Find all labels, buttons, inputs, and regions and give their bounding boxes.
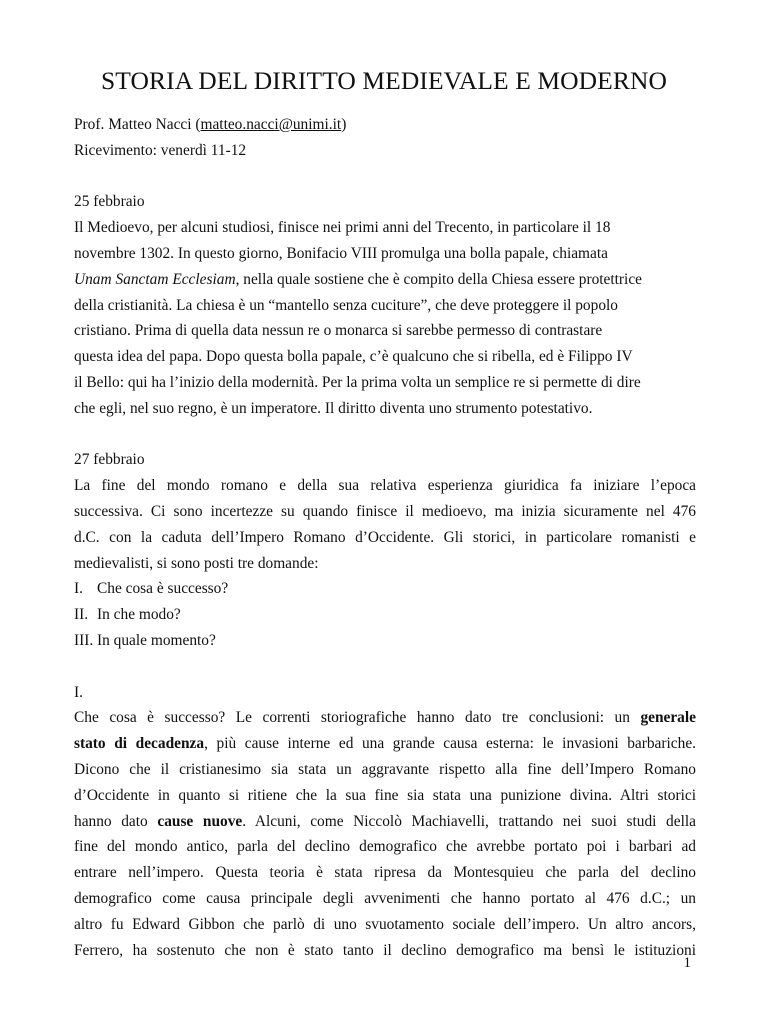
question-text: In quale momento? bbox=[97, 631, 216, 649]
paragraph-line: d.C. con la caduta dell’Impero Romano d’Occidente. Gli storici, in particolare romanisti e bbox=[74, 528, 696, 546]
question-item bbox=[74, 576, 696, 602]
professor-suffix: ) bbox=[341, 116, 347, 133]
question-item bbox=[74, 628, 696, 654]
paragraph-text: , più cause interne ed una grande causa esterna: le invasioni barbariche. bbox=[204, 735, 696, 753]
paragraph-text: . Alcuni, come Niccolò Machiavelli, trattando nei suoi studi della bbox=[242, 812, 696, 830]
paragraph-line: demografico come causa principale degli avvenimenti che hanno portato al 476 d.C.; un bbox=[74, 889, 696, 907]
question-number: I. bbox=[74, 580, 83, 598]
bold-term: stato di decadenza bbox=[74, 735, 205, 753]
professor-email-link[interactable]: matteo.nacci@unimi.it bbox=[200, 116, 342, 133]
professor-name: Prof. Matteo Nacci ( bbox=[74, 116, 201, 133]
page-number: 1 bbox=[683, 955, 691, 971]
spacer bbox=[74, 422, 696, 448]
paragraph-line: entrare nell’impero. Questa teoria è stata ripresa da Montesquieu che parla del declino bbox=[74, 864, 696, 882]
paragraph-line: che egli, nel suo regno, è un imperatore. Il diritto diventa uno strumento potestativo. bbox=[74, 399, 593, 417]
paragraph-line: altro fu Edward Gibbon che parlò di uno svuotamento sociale dell’impero. Un altro ancors, bbox=[74, 915, 696, 933]
spacer bbox=[74, 654, 696, 680]
professor-line bbox=[74, 112, 696, 138]
paragraph-text: , nella quale sostiene che è compito della Chiesa essere protettrice bbox=[235, 270, 642, 288]
section-date-25-febbraio: 25 febbraio bbox=[74, 193, 145, 211]
paragraph-line: Il Medioevo, per alcuni studiosi, finisce nei primi anni del Trecento, in particolare il 18 bbox=[74, 219, 611, 237]
paragraph-line bbox=[74, 731, 696, 757]
question-text: Che cosa è successo? bbox=[97, 580, 229, 598]
question-text: In che modo? bbox=[97, 606, 181, 624]
page-title: STORIA DEL DIRITTO MEDIEVALE E MODERNO bbox=[101, 66, 667, 95]
section-date-27-febbraio: 27 febbraio bbox=[74, 451, 145, 469]
paragraph-text: hanno dato bbox=[74, 812, 148, 830]
paragraph-line: il Bello: qui ha l’inizio della modernità. Per la prima volta un semplice re si permette di dire bbox=[74, 373, 641, 391]
question-number: III. bbox=[74, 631, 94, 649]
paragraph-line: La fine del mondo romano e della sua relativa esperienza giuridica fa iniziare l’epoca bbox=[74, 477, 696, 495]
question-item bbox=[74, 602, 696, 628]
paragraph-line: fine del mondo antico, parla del declino demografico che avrebbe portato poi i barbari ad bbox=[74, 838, 696, 856]
paragraph-text: Che cosa è successo? Le correnti storiografiche hanno dato tre conclusioni: un bbox=[74, 709, 630, 727]
paragraph-line: successiva. Ci sono incertezze su quando finisce il medioevo, ma inizia sicuramente nel 476 bbox=[74, 502, 696, 520]
paragraph-line bbox=[74, 809, 696, 835]
paragraph-line bbox=[74, 267, 696, 293]
spacer bbox=[74, 164, 696, 190]
paragraph-line: d’Occidente in quanto si ritiene che la sua fine sia stata una punizione divina. Altri storici bbox=[74, 786, 696, 804]
paragraph-line: Dicono che il cristianesimo sia stata un aggravante rispetto alla fine dell’Impero Romano bbox=[74, 760, 696, 778]
paragraph-line: della cristianità. La chiesa è un “mantello senza cuciture”, che deve proteggere il popolo bbox=[74, 296, 618, 314]
paragraph-line bbox=[74, 705, 696, 731]
bull-title-italic: Unam Sanctam Ecclesiam bbox=[74, 270, 236, 288]
question-number: II. bbox=[74, 606, 89, 624]
paragraph-line: questa idea del papa. Dopo questa bolla papale, c’è qualcuno che si ribella, ed è Filippo IV bbox=[74, 348, 633, 366]
bold-term: cause nuove bbox=[157, 812, 243, 830]
bold-term: generale bbox=[640, 709, 696, 727]
paragraph-line: Ferrero, ha sostenuto che non è stato tanto il declino demografico ma bensì le istituzioni bbox=[74, 941, 696, 959]
paragraph-line: cristiano. Prima di quella data nessun re o monarca si sarebbe permesso di contrastare bbox=[74, 322, 603, 340]
document-body bbox=[74, 112, 696, 963]
paragraph-line: medievalisti, si sono posti tre domande: bbox=[74, 554, 319, 572]
paragraph-line: novembre 1302. In questo giorno, Bonifacio VIII promulga una bolla papale, chiamata bbox=[74, 244, 608, 262]
office-hours: Ricevimento: venerdì 11-12 bbox=[74, 141, 247, 159]
section-heading-i: I. bbox=[74, 683, 83, 701]
